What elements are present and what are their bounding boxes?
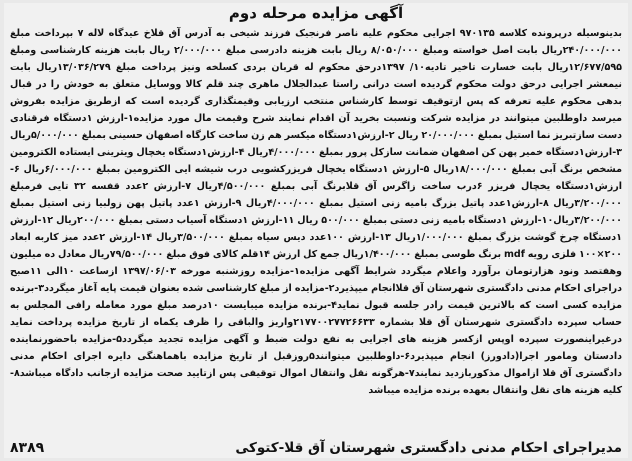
footer-code: ۸۳۸۹ xyxy=(10,440,45,456)
notice-title: آگهی مزایده مرحله دوم xyxy=(228,4,404,22)
notice-footer xyxy=(10,440,622,456)
footer-signature: مدیراجرای احکام مدنی دادگستری شهرستان آق قلا-کتوکی xyxy=(235,440,622,456)
notice-body: بدینوسیله درپرونده کلاسه ۹۷۰۱۳۵ اجرایی محکوم علیه ناصر فرنجیک فرزند شیخی به آدرس آق قلاخ عیدگاه لاله ۷ بپرداخت مبلغ ۲۴۰/۰۰۰/۰۰۰ریال بابت اصل خواسته ومبلغ ۸/۰۵۰/۰۰۰ ریال بابت هزینه دادرسی مبلغ ۲/۰۰۰/۰۰۰ ریال بابت هزینه کارشناسی ومبلغ ۱۲/۶۷۷/۵۹۵ریال بابت خسارت تاخیر تادیه۱۰/ ۱۳۹۷درحق محکوم له قربان بردی کسلخه ونیز پرداخت مبلغ ۱۳/۰۳۶/۲۷۹ریال بابت نیمعشر اجرایی درحق دولت محکوم گردیده است درانی راستا عبدالجلال ماهری چند قلم کالا ووسایل متعلق به خودش را در قبال بدهی محکوم علیه تعرفه که پس ازتوقیف توسط کارشناس منتخب ارزیابی وقیمتگذاری گردیده است که ازطریق مزایده بفروش میرسد داوطلبین میتوانند در مزایده شرکت ونسبت بخرید آن اقدام نمایند شرح وقیمت مال مورد مزایده۱-ارزش ۱دستگاه فرقنادی دست سازتبریز نما استیل بمبلغ ۲۰/۰۰۰/۰۰۰ ریال ۲-ارزش۱دستگاه میکسر هم زن ساخت کارگاه اصفهان حسینی بمبلغ ۵/۰۰۰/۰۰۰ریال ۳-ارزش۱دستگاه خمیر پهن کن اصفهان ضمانت سازکل پرور بمبلغ ۴/۰۰۰/۰۰۰ریال ۴-ارزش۱دستگاه یخچال ویترینی ایستاده الکترومین مشخص برنگ آبی بمبلغ ۱۸/۰۰۰/۰۰۰ریال ۵-ارزش ۱دستگاه یخچال فریزرکشویی درب شیشه ایی الکترومین بمبلغ ۶/۰۰۰/۰۰۰ریال ۶-ارزش۱دستگاه یخچال فریزر ۶درب ساخت زاگرس آق قلابرنگ آبی بمبلغ ۴/۵۰۰/۰۰۰ریال ۷-ارزش ۲عدد قفسه ۳۲ تایی فرمبلغ ۳/۲۰۰/۰۰۰ریال ۸-ارزش۱عدد پاتیل بزرگ بامیه زنی استیل بمبلغ ۴/۰۰۰/۰۰۰ریال ۹-ارزش ۱عدد پاتیل پهن زولبیا زنی استیل بمبلغ ۳/۲۰۰/۰۰۰ریال۱۰-ارزش ۱دستگاه بامیه زنی دستی بمبلغ ۵۰۰/۰۰۰ ریال ۱۱-ارزش ۱دستگاه آسیاب دستی بمبلغ ۲۰۰/۰۰۰ریال ۱۲-ارزش ۱دستگاه چرخ گوشت بزرگ بمبلغ ۱/۰۰۰/۰۰۰ریال ۱۳-ارزش ۱۰۰عدد دیس سیاه بمبلغ ۳/۵۰۰/۰۰۰ریال ۱۴-ارزش ۲عدد میز کاربه ابعاد ۲۰۰×۱۰۰ فلزی رویه mdf برنگ طوسی بمبلغ ۱/۴۰۰/۰۰۰ریال جمع کل ارزش ۱۴قلم کالای فوق مبلغ ۷۹/۵۰۰/۰۰۰ریال معادل ده میلیون وهفتصد ونود هزارتومان برآورد واعلام میگردد شرایط آگهی مزایده۱-مزایده روزشنبه مورخه ۱۳۹۷/۰۶/۰۳ ازساعت ۱۰الی ۱۱صبح دراجرای احکام مدنی دادگستری شهرستان آق قلاانجام میپذیرد۲-مزایده از مبلغ کارشناسی شده بعنوان قیمت پایه آغاز میگردد۳-برنده مزایده کسی است که بالاترین قیمت رادر جلسه قبول نماید۴-برنده مزایده میبایست ۱۰درصد مبلغ مورد معامله رافی المجلس به حساب سپرده دادگستری شهرستان آق قلا بشماره ۲۱۷۷۰۰۲۷۷۲۶۶۳۳واریز والباقی را ظرف یکماه از تاریخ مزایده پرداخت نماید درغیراینصورت سپرده اوپس ازکسر هزینه های اجرایی به نفع دولت ضبط و آگهی مزایده تجدید میگردد۵-مزایده باحضورنماینده دادستان ومامور اجرا(دادورز) انجام میپذیرد۶-داوطلبین میتوانند۵روزقبل از تاریخ مزایده باهماهنگی دایره اجرای احکام مدنی دادگستری آق قلا ازاموال مذکوربازدید نمایند۷-هرگونه نقل وانتقال اموال توقیفی پس ازتایید صحت مزایده ازجانب دادگاه میباشد۸-کلیه هزینه های نقل وانتقال بعهده برنده مزایده میباشد xyxy=(10,28,623,396)
auction-notice xyxy=(4,3,628,458)
